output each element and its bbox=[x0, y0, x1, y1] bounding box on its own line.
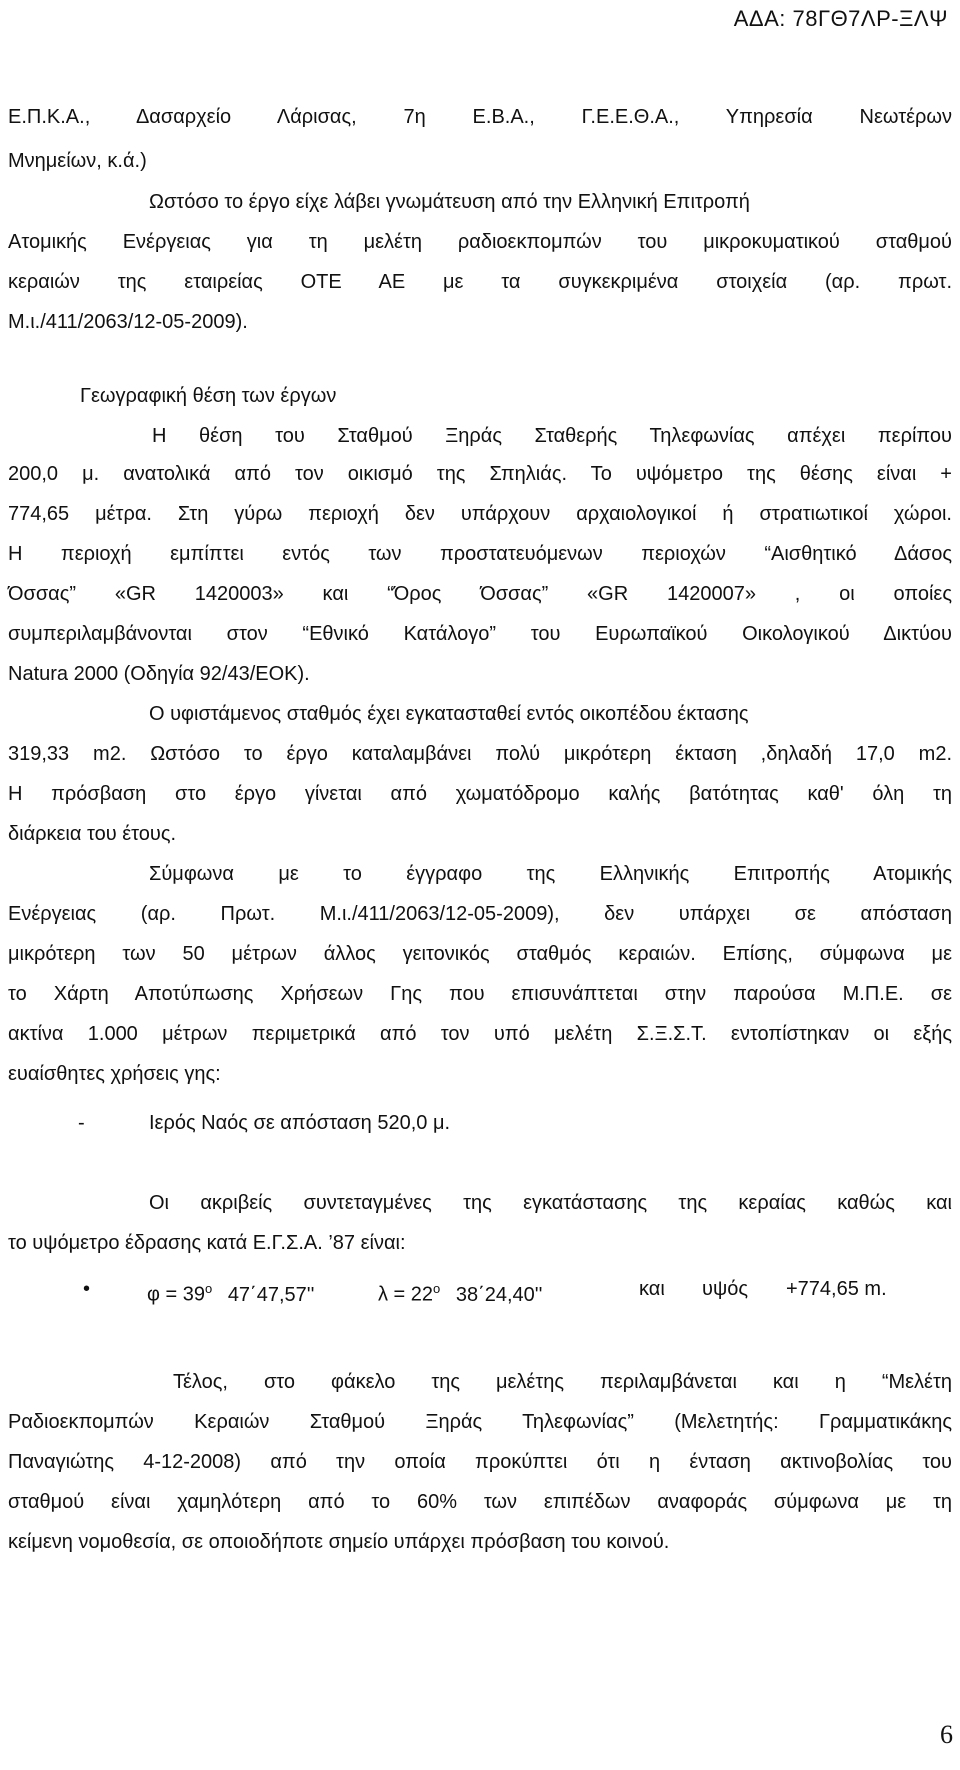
altitude-value: +774,65 m. bbox=[786, 1278, 887, 1300]
bullet-icon: • bbox=[83, 1278, 91, 1300]
text-line: Μ.ι./411/2063/12-05-2009). bbox=[8, 311, 248, 333]
text-line: Η θέση του Σταθμού Ξηράς Σταθερής Τηλεφωνίας απέχει περίπου bbox=[152, 425, 952, 447]
text-line: Ενέργειας (αρ. Πρωτ. Μ.ι./411/2063/12-05-2009), δεν υπάρχει σε απόσταση bbox=[8, 903, 952, 925]
text-line: Ατομικής Ενέργειας για τη μελέτη ραδιοεκπομπών του μικροκυματικού σταθμού bbox=[8, 231, 952, 253]
text-line: Ωστόσο το έργο είχε λάβει γνωμάτευση από την Ελληνική Επιτροπή bbox=[149, 191, 750, 213]
text-line: κεραιών της εταιρείας ΟΤΕ ΑΕ με τα συγκεκριμένα στοιχεία (αρ. πρωτ. bbox=[8, 271, 952, 293]
text-line: μικρότερη των 50 μέτρων άλλος γειτονικός σταθμός κεραιών. Επίσης, σύμφωνα με bbox=[8, 943, 952, 965]
text-line: το υψόμετρο έδρασης κατά Ε.Γ.Σ.Α. ’87 είναι: bbox=[8, 1232, 406, 1254]
text-line: ακτίνα 1.000 μέτρων περιμετρικά από τον υπό μελέτη Σ.Ξ.Σ.Τ. εντοπίστηκαν οι εξής bbox=[8, 1023, 952, 1045]
text-line: σταθμού είναι χαμηλότερη από το 60% των επιπέδων αναφοράς σύμφωνα με τη bbox=[8, 1491, 952, 1513]
conjunction-text: και bbox=[639, 1278, 665, 1300]
text-line: ευαίσθητες χρήσεις γης: bbox=[8, 1063, 221, 1085]
text-line: Ε.Π.Κ.Α., Δασαρχείο Λάρισας, 7η Ε.Β.Α., Γ.Ε.Ε.Θ.Α., Υπηρεσία Νεωτέρων bbox=[8, 106, 952, 128]
text-line: Ραδιοεκπομπών Κεραιών Σταθμού Ξηράς Τηλεφωνίας” (Μελετητής: Γραμματικάκης bbox=[8, 1411, 952, 1433]
text-line: συμπεριλαμβάνονται στον “Εθνικό Κατάλογο” του Ευρωπαϊκού Οικολογικού Δικτύου bbox=[8, 623, 952, 645]
text-line: Τέλος, στο φάκελο της μελέτης περιλαμβάνεται και η “Μελέτη bbox=[173, 1371, 952, 1393]
text-line: 200,0 μ. ανατολικά από τον οικισμό της Σπηλιάς. Το υψόμετρο της θέσης είναι + bbox=[8, 463, 952, 485]
text-line: 319,33 m2. Ωστόσο το έργο καταλαμβάνει πολύ μικρότερη έκταση ,δηλαδή 17,0 m2. bbox=[8, 743, 952, 765]
ada-code: ΑΔΑ: 78ΓΘ7ΛΡ-ΞΛΨ bbox=[733, 6, 948, 31]
list-item: Ιερός Ναός σε απόσταση 520,0 μ. bbox=[149, 1112, 451, 1134]
text-line: Ο υφιστάμενος σταθμός έχει εγκατασταθεί εντός οικοπέδου έκτασης bbox=[149, 703, 749, 725]
text-line: Παναγιώτης 4-12-2008) από την οποία προκύπτει ότι η ένταση ακτινοβολίας του bbox=[8, 1451, 952, 1473]
latitude-degree: ο bbox=[205, 1281, 213, 1296]
text-line: Μνημείων, κ.ά.) bbox=[8, 150, 147, 172]
longitude-minutes: 38΄24,40'' bbox=[455, 1283, 543, 1306]
text-line: Η πρόσβαση στο έργο γίνεται από χωματόδρομο καλής βατότητας καθ' όλη τη bbox=[8, 783, 952, 805]
text-line: διάρκεια του έτους. bbox=[8, 823, 177, 845]
text-line: 774,65 μέτρα. Στη γύρω περιοχή δεν υπάρχουν αρχαιολογικοί ή στρατιωτικοί χώροι. bbox=[8, 503, 952, 525]
text-line: Natura 2000 (Οδηγία 92/43/ΕΟΚ). bbox=[8, 663, 310, 685]
altitude-label: υψός bbox=[702, 1278, 748, 1300]
text-line: Η περιοχή εμπίπτει εντός των προστατευόμενων περιοχών “Αισθητικό Δάσος bbox=[8, 543, 952, 565]
longitude-degree: ο bbox=[433, 1281, 441, 1296]
longitude-value: λ = 22 bbox=[378, 1283, 434, 1306]
text-line: Σύμφωνα με το έγγραφο της Ελληνικής Επιτροπής Ατομικής bbox=[149, 863, 952, 885]
latitude-value: φ = 39 bbox=[147, 1283, 206, 1306]
text-line: Οι ακριβείς συντεταγμένες της εγκατάστασης της κεραίας καθώς και bbox=[149, 1192, 952, 1214]
page-number: 6 bbox=[940, 1720, 953, 1749]
text-line: Όσσας” «GR 1420003» και “Όρος Όσσας” «GR 1420007» , οι οποίες bbox=[8, 583, 952, 605]
dash-marker: - bbox=[78, 1112, 85, 1134]
latitude-minutes: 47΄47,57'' bbox=[227, 1283, 315, 1306]
text-line: το Χάρτη Αποτύπωσης Χρήσεων Γης που επισυνάπτεται στην παρούσα Μ.Π.Ε. σε bbox=[8, 983, 952, 1005]
section-heading: Γεωγραφική θέση των έργων bbox=[80, 385, 337, 407]
text-line: κείμενη νομοθεσία, σε οποιοδήποτε σημείο υπάρχει πρόσβαση του κοινού. bbox=[8, 1531, 670, 1553]
